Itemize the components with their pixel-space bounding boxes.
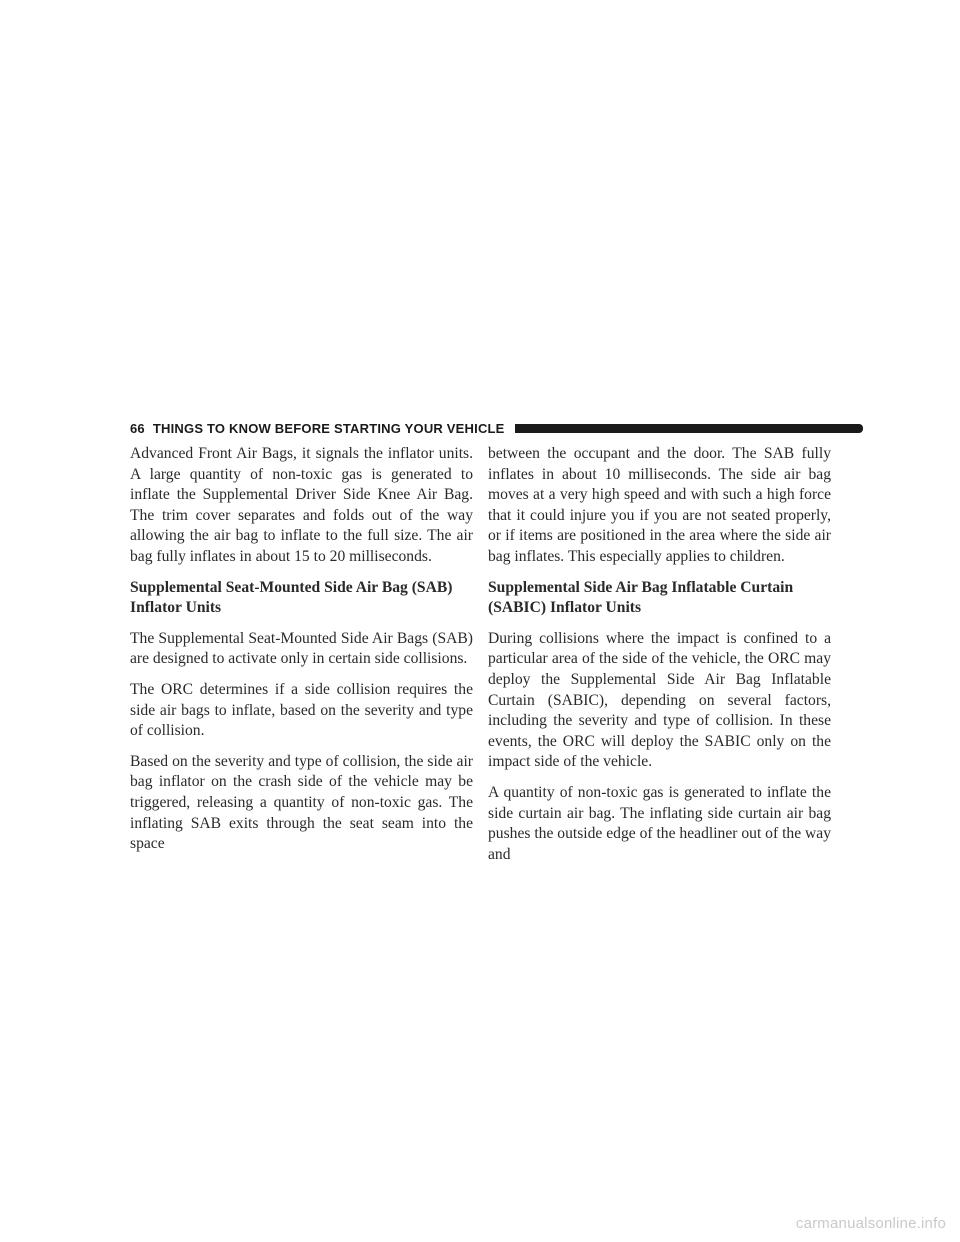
heading-sabic-inflator-units: Supplemental Side Air Bag Inflatable Curtain (SABIC) Inflator Units [488,578,794,617]
left-column [130,444,473,865]
section-title: THINGS TO KNOW BEFORE STARTING YOUR VEHICLE [152,420,505,436]
paragraph-sabic-deploy: During collisions where the impact is confined to a particular area of the side of the vehicle, the ORC may deploy the Supplemental Side Air Bag Inflatable Curtain (SABIC), depending on several factors, including the severity and type of collision. In these events, the ORC will deploy the SABIC only on the impact side of the vehicle. [488,629,831,771]
paragraph-sab-trigger: Based on the severity and type of collision, the side air bag inflator on the crash side of the vehicle may be triggered, releasing a quantity of non-toxic gas. The inflating SAB exits through the seat seam into the space [130,752,473,853]
paragraph-sabic-gas: A quantity of non-toxic gas is generated to inflate the side curtain air bag. The inflating side curtain air bag pushes the outside edge of the headliner out of the way and [488,783,831,863]
header-rule [515,424,863,433]
watermark: carmanualsonline.info [795,1215,946,1232]
paragraph-orc-side-collision: The ORC determines if a side collision requires the side air bags to inflate, based on the severity and type of collision. [130,680,473,740]
paragraph-front-airbag-inflation: Advanced Front Air Bags, it signals the inflator units. A large quantity of non-toxic gas is generated to inflate the Supplemental Driver Side Knee Air Bag. The trim cover separates and folds out of the way allowing the air bag to inflate to the full size. The air bag fully inflates in about 15 to 20 milliseconds. [130,445,473,565]
heading-sab-inflator-units: Supplemental Seat-Mounted Side Air Bag (SAB) Inflator Units [130,578,453,617]
page-number: 66 [130,420,145,436]
paragraph-sab-intro: The Supplemental Seat-Mounted Side Air Bags (SAB) are designed to activate only in certain side collisions. [130,629,473,668]
right-column [488,444,831,875]
paragraph-sab-inflation-speed: between the occupant and the door. The SAB fully inflates in about 10 milliseconds. The side air bag moves at a very high speed and with such a high force that it could injure you if you are not seated properly, or if items are positioned in the area where the side air bag inflates. This especially applies to children. [488,445,831,565]
running-header [130,418,863,438]
